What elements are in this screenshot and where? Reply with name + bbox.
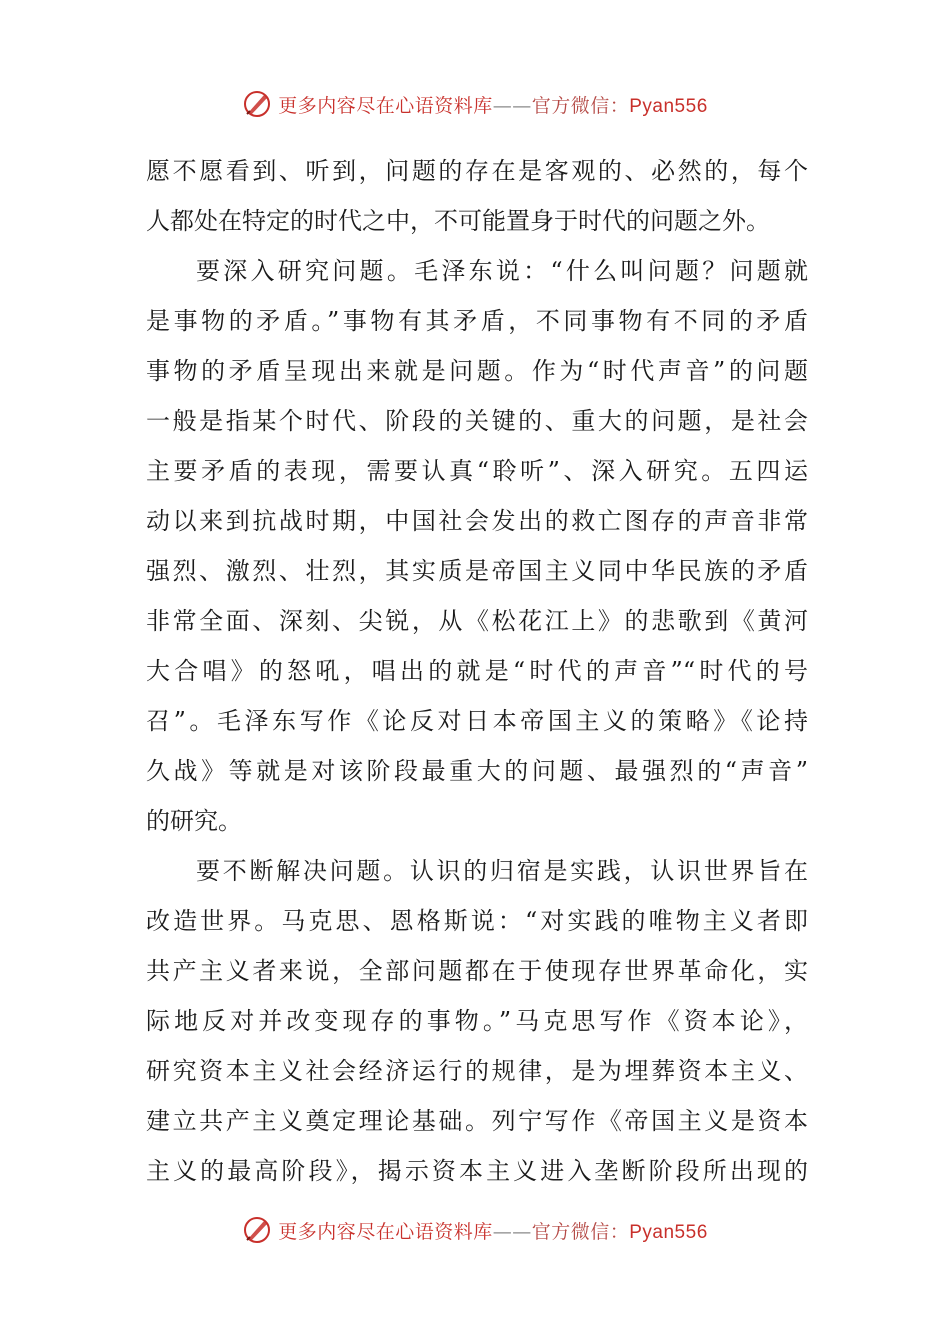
text-line: 际地反对并改变现存的事物。”马克思写作《资本论》， (146, 1007, 808, 1035)
text-line: 强烈、激烈、壮烈，其实质是帝国主义同中华民族的矛盾 (146, 557, 808, 585)
text-line: 久战》等就是对该阶段最重大的问题、最强烈的“声音” (146, 757, 808, 785)
text-line: 动以来到抗战时期，中国社会发出的救亡图存的声音非常 (146, 507, 808, 535)
banner-text (278, 1217, 708, 1244)
text-line: 非常全面、深刻、尖锐，从《松花江上》的悲歌到《黄河 (146, 607, 808, 635)
text-line: 是事物的矛盾。”事物有其矛盾，不同事物有不同的矛盾 (146, 307, 808, 335)
banner-wechat-label: 官方微信： (531, 94, 630, 117)
text-line: 主要矛盾的表现，需要认真“聆听”、深入研究。五四运 (146, 457, 808, 485)
text-line: 大合唱》的怒吼，唱出的就是“时代的声音”“时代的号 (146, 657, 808, 685)
banner-main-text: 更多内容尽在心语资料库 (278, 94, 493, 117)
text-line: 改造世界。马克思、恩格斯说：“对实践的唯物主义者即 (146, 907, 808, 935)
header-banner (0, 84, 950, 124)
text-line: 共产主义者来说，全部问题都在于使现存世界革命化，实 (146, 957, 808, 985)
text-line: 的研究。 (146, 807, 242, 835)
banner-wechat-id: Pyan556 (629, 95, 708, 117)
banner-dash: —— (492, 94, 532, 117)
banner-dash: —— (492, 1220, 532, 1243)
banner-main-text: 更多内容尽在心语资料库 (278, 1220, 493, 1243)
text-line: 主义的最高阶段》，揭示资本主义进入垄断阶段所出现的 (146, 1157, 808, 1185)
text-line: 要不断解决问题。认识的归宿是实践，认识世界旨在 (196, 857, 808, 885)
text-line: 一般是指某个时代、阶段的关键的、重大的问题，是社会 (146, 407, 808, 435)
text-line: 事物的矛盾呈现出来就是问题。作为“时代声音”的问题 (146, 357, 808, 385)
text-line: 召”。毛泽东写作《论反对日本帝国主义的策略》《论持 (146, 707, 808, 735)
document-body (146, 146, 808, 1196)
text-line: 建立共产主义奠定理论基础。列宁写作《帝国主义是资本 (146, 1107, 808, 1135)
text-line: 要深入研究问题。毛泽东说：“什么叫问题？问题就 (196, 257, 808, 285)
banner-wechat-id: Pyan556 (629, 1221, 708, 1243)
banner-wechat-label: 官方微信： (531, 1220, 630, 1243)
quill-logo-icon (242, 89, 272, 119)
quill-logo-icon (242, 1215, 272, 1245)
text-line: 研究资本主义社会经济运行的规律，是为埋葬资本主义、 (146, 1057, 808, 1085)
footer-banner (0, 1210, 950, 1250)
text-line: 人都处在特定的时代之中，不可能置身于时代的问题之外。 (146, 207, 770, 235)
banner-text (278, 91, 708, 118)
text-line: 愿不愿看到、听到，问题的存在是客观的、必然的，每个 (146, 157, 808, 185)
